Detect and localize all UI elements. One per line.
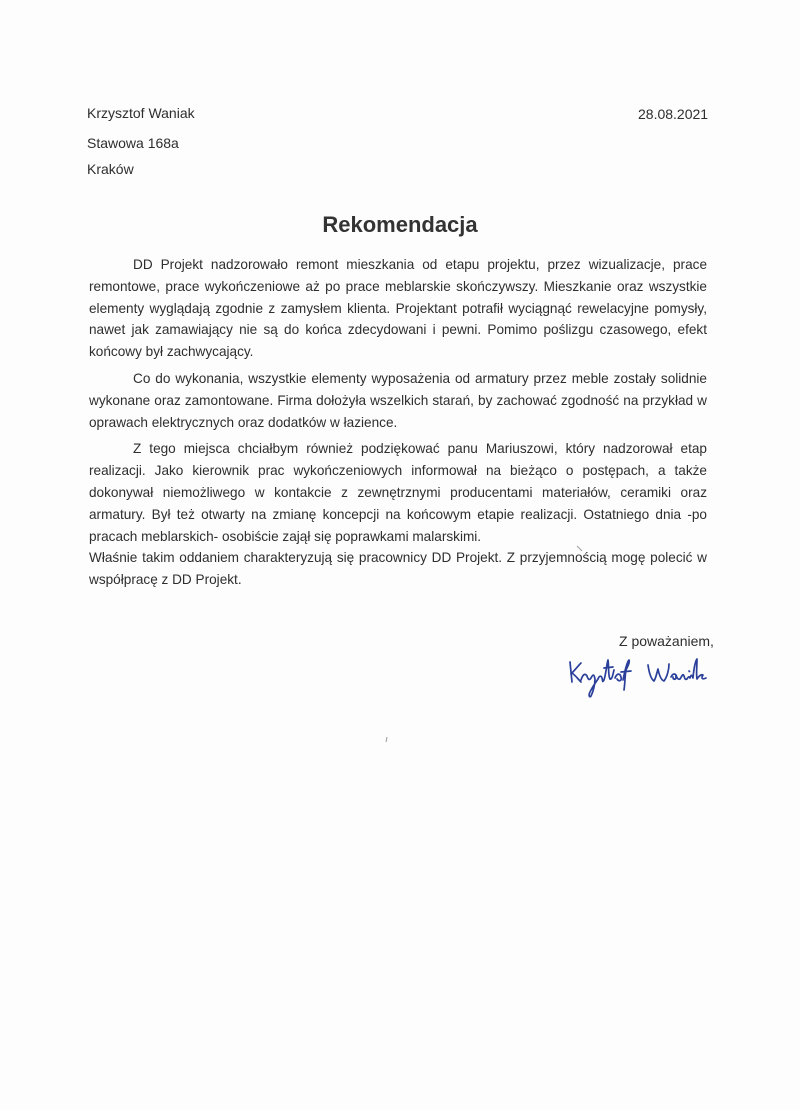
scan-mark [383, 736, 391, 744]
letter-title: Rekomendacja [322, 212, 478, 237]
sender-street: Stawowa 168a [87, 135, 179, 151]
paragraph-4: Właśnie takim oddaniem charakteryzują się pracownicy DD Projekt. Z przyjemnością mogę polecić w współpracę z DD Projekt. [89, 550, 707, 588]
sender-name: Krzysztof Waniak [87, 105, 195, 121]
closing-salutation: Z poważaniem, [619, 633, 714, 649]
paragraph-3: Z tego miejsca chciałbym również podziękować panu Mariuszowi, który nadzorował etap realizacji. Jako kierownik prac wykończeniowych informował na bieżąco o postępach, a także dokonywał niemożliwego w kontakcie z zewnętrznymi producentami materiałów, ceramiki oraz armatury. Był też otwarty na zmianę koncepcji na końcowym etapie realizacji. Ostatniego dnia -po pracach meblarskich- osobiście zajął się poprawkami malarskimi. [89, 441, 707, 544]
sender-city: Kraków [87, 161, 134, 177]
letter-body [89, 254, 707, 591]
paragraph-1: DD Projekt nadzorowało remont mieszkania od etapu projektu, przez wizualizacje, prace remontowe, prace wykończeniowe aż po prace meblarskie skończywszy. Mieszkanie oraz wszystkie elementy wyglądają zgodnie z zamysłem klienta. Projektant potrafił wyciągnąć rewelacyjne pomysły, nawet jak zamawiający nie są do końca zdecydowani i pewni. Pomimo poślizgu czasowego, efekt końcowy był zachwycający. [89, 257, 707, 360]
scan-mark [576, 545, 584, 553]
paragraph-2: Co do wykonania, wszystkie elementy wyposażenia od armatury przez meble zostały solidnie wykonane oraz zamontowane. Firma dołożyła wszelkich starań, by zachować zgodność na przykład w oprawach elektrycznych oraz dodatków w łazience. [89, 370, 707, 430]
handwritten-signature [566, 652, 708, 700]
letter-date: 28.08.2021 [638, 106, 709, 122]
